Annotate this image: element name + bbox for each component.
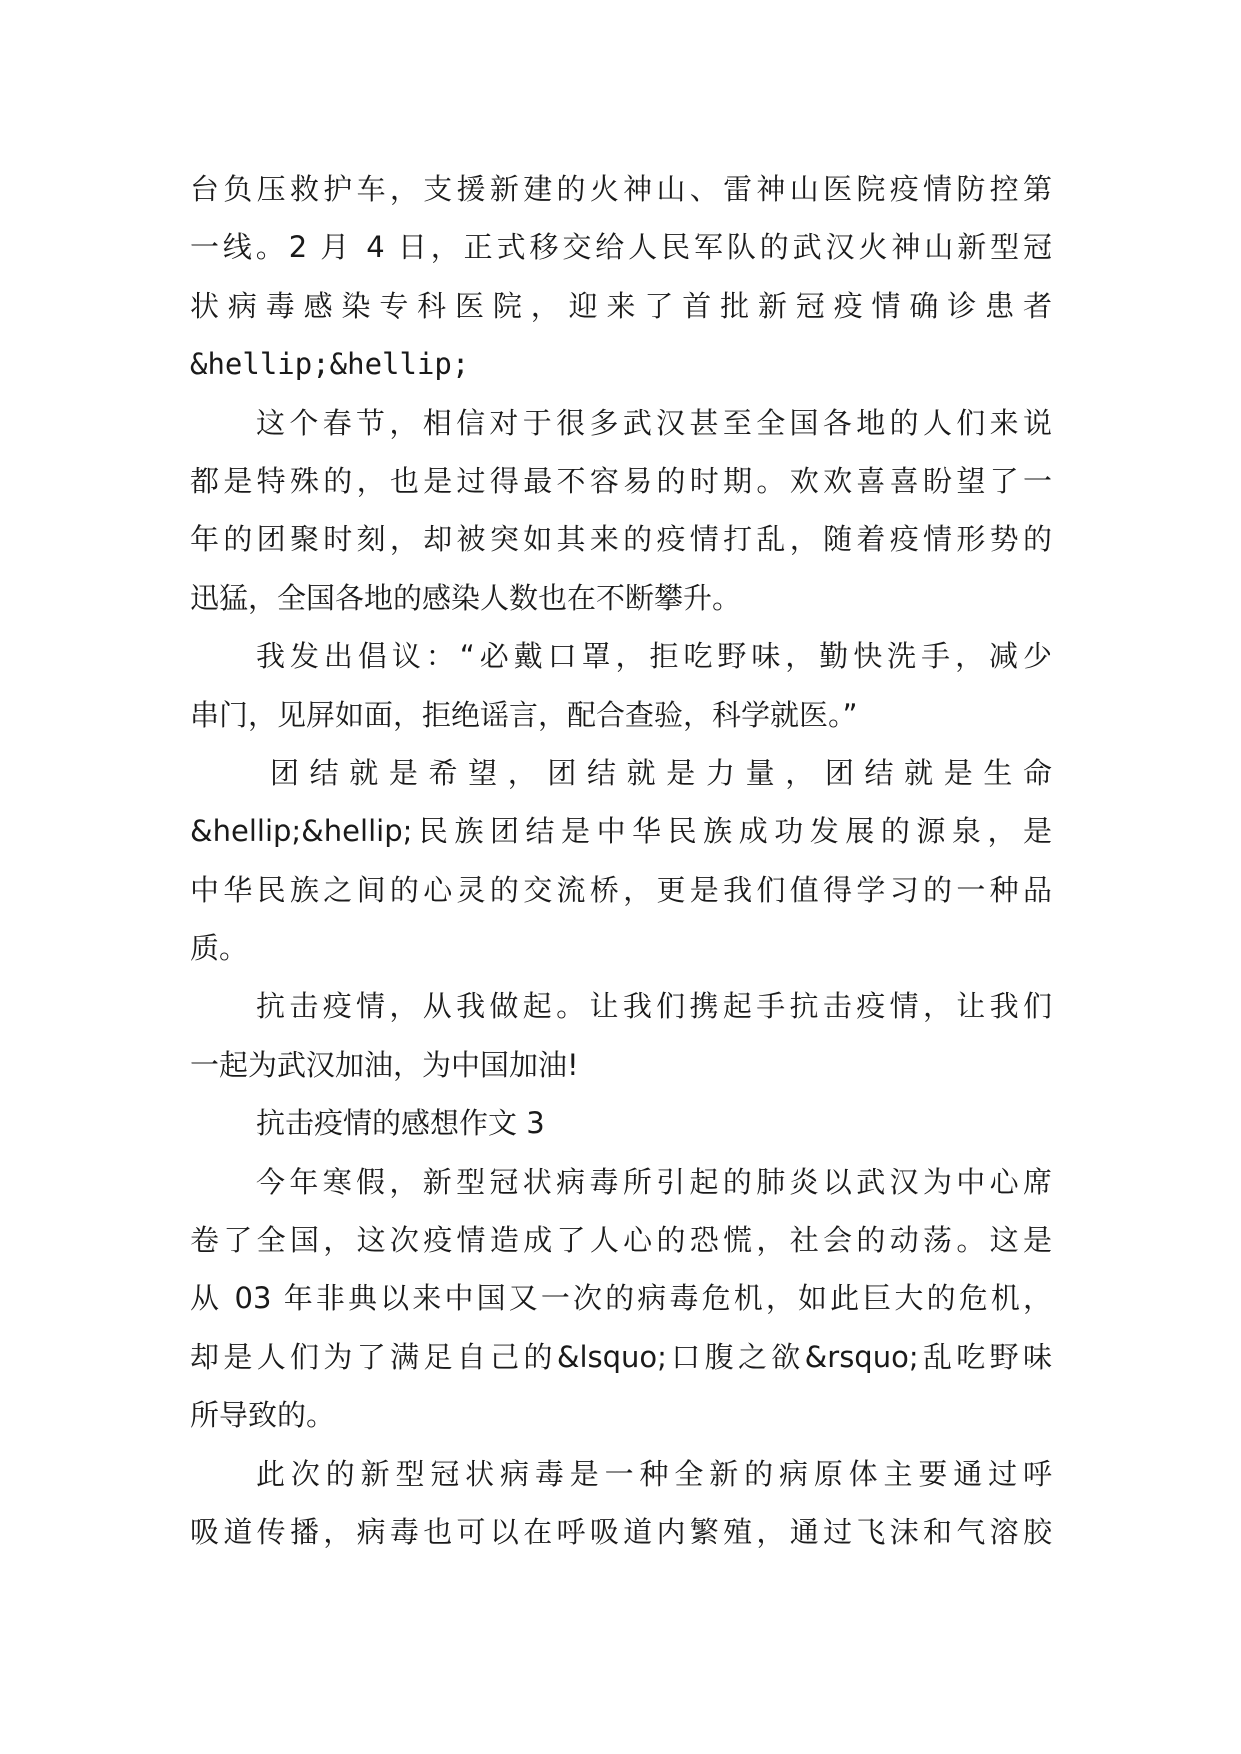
paragraph-first-line: 这个春节，相信对于很多武汉甚至全国各地的人们来说	[256, 405, 1052, 440]
paragraph-first-line: 今年寒假，新型冠状病毒所引起的肺炎以武汉为中心席	[256, 1164, 1052, 1199]
text-line: 一线。2 月 4 日，正式移交给人民军队的武汉火神山新型冠	[190, 230, 1052, 265]
text-line: 串门，见屏如面，拒绝谣言，配合查验，科学就医。”	[190, 697, 858, 732]
text-line: 质。	[190, 931, 249, 966]
text-line: 从 03 年非典以来中国又一次的病毒危机，如此巨大的危机，	[190, 1281, 1052, 1316]
text-line: 台负压救护车，支援新建的火神山、雷神山医院疫情防控第	[190, 172, 1052, 206]
paragraph-first-line: 抗击疫情，从我做起。让我们携起手抗击疫情，让我们	[256, 989, 1052, 1024]
text-line: &hellip;&hellip;民族团结是中华民族成功发展的源泉，是	[190, 814, 1052, 849]
text-line: 年的团聚时刻，却被突如其来的疫情打乱，随着疫情形势的	[190, 522, 1052, 557]
text-line: 迅猛，全国各地的感染人数也在不断攀升。	[190, 580, 742, 615]
text-line: 中华民族之间的心灵的交流桥，更是我们值得学习的一种品	[190, 872, 1052, 907]
text-line: 状病毒感染专科医院，迎来了首批新冠疫情确诊患者	[190, 288, 1052, 323]
paragraph-first-line: 我发出倡议：“必戴口罩，拒吃野味，勤快洗手，减少	[256, 639, 1052, 674]
text-line: 卷了全国，这次疫情造成了人心的恐慌，社会的动荡。这是	[190, 1223, 1052, 1258]
paragraph-first-line: 团结就是希望，团结就是力量，团结就是生命	[270, 755, 1052, 790]
document-body	[190, 160, 1052, 1561]
text-line: &hellip;&hellip;	[190, 347, 470, 382]
text-line: 一起为武汉加油，为中国加油!	[190, 1047, 579, 1082]
text-line: 却是人们为了满足自己的&lsquo;口腹之欲&rsquo;乱吃野味	[190, 1339, 1052, 1374]
text-line: 都是特殊的，也是过得最不容易的时期。欢欢喜喜盼望了一	[190, 463, 1052, 498]
section-heading: 抗击疫情的感想作文 3	[256, 1106, 545, 1141]
paragraph-first-line: 此次的新型冠状病毒是一种全新的病原体主要通过呼	[256, 1456, 1052, 1491]
text-line: 所导致的。	[190, 1398, 336, 1433]
text-line: 吸道传播，病毒也可以在呼吸道内繁殖，通过飞沫和气溶胶	[190, 1514, 1052, 1549]
